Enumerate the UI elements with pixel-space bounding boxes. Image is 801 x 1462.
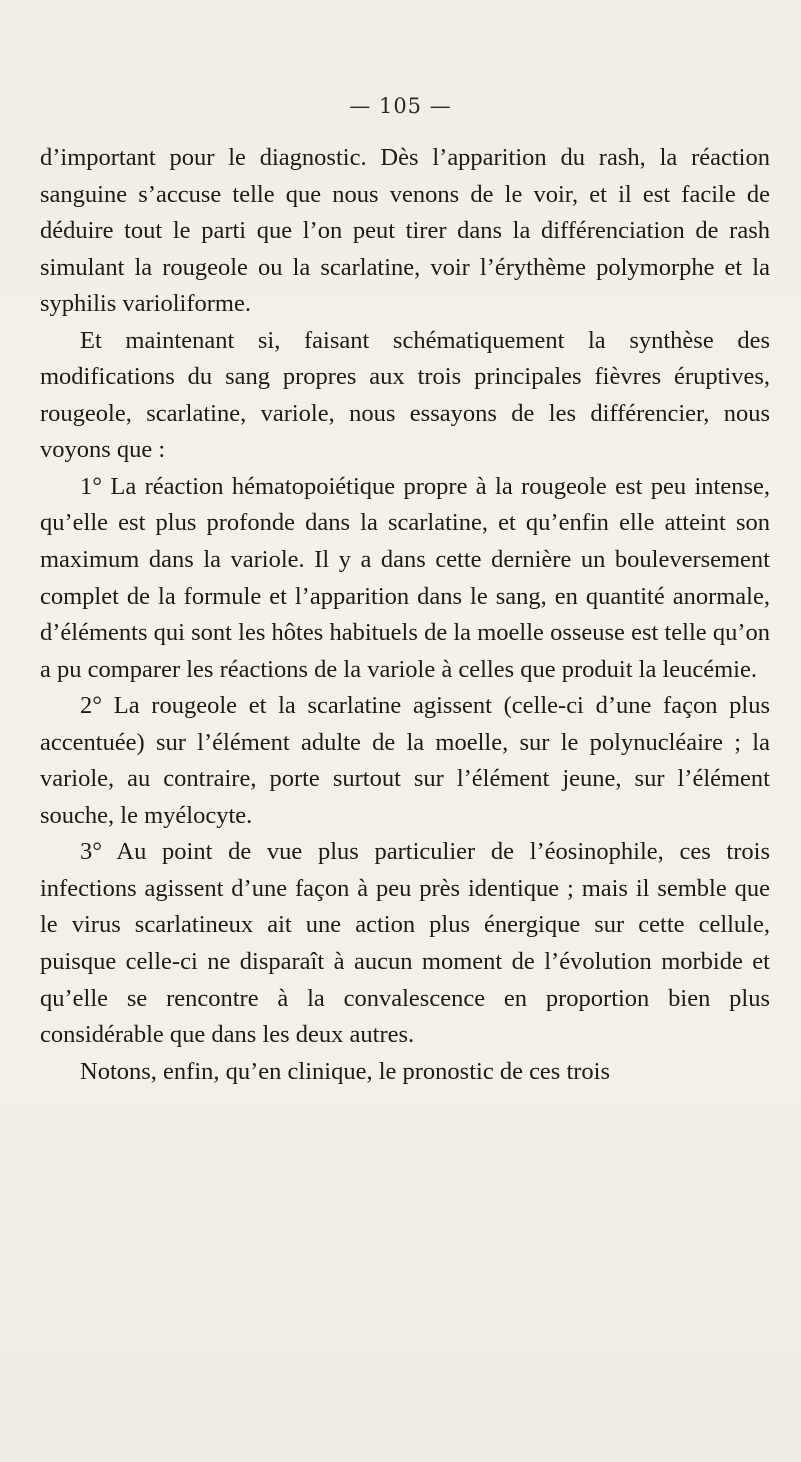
page-number: — 105 — (349, 94, 452, 118)
paragraph: Et maintenant si, faisant schématiquement la synthèse des modifications du sang propres aux trois principales fièvres éruptives, rougeole, scarlatine, variole, nous essayons de les différencier, nous voyons que : (40, 326, 770, 464)
paragraph: 2° La rougeole et la scarlatine agissent (celle-ci d’une façon plus accentuée) sur l’élément adulte de la moelle, sur le polynucléaire ; la variole, au contraire, porte surtout sur l’élément jeune, sur l’élément souche, le myélocyte. (40, 692, 770, 829)
body-text (40, 140, 770, 1090)
paragraph: d’important pour le diagnostic. Dès l’apparition du rash, la réaction sanguine s’accuse telle que nous venons de le voir, et il est facile de déduire tout le parti que l’on peut tirer dans la différenciation de rash simulant la rougeole ou la scarlatine, voir l’érythème polymorphe et la syphilis varioliforme. (40, 144, 770, 318)
paragraph: 1° La réaction hématopoiétique propre à la rougeole est peu intense, qu’elle est plus profonde dans la scarlatine, et qu’enfin elle atteint son maximum dans la variole. Il y a dans cette dernière un bouleversement complet de la formule et l’apparition dans le sang, en quantité anormale, d’éléments qui sont les hôtes habituels de la moelle osseuse est telle qu’on a pu comparer les réactions de la variole à celles que produit la leucémie. (40, 472, 770, 683)
paragraph: 3° Au point de vue plus particulier de l’éosinophile, ces trois infections agissent d’une façon à peu près identique ; mais il semble que le virus scarlatineux ait une action plus énergique sur cette cellule, puisque celle-ci ne disparaît à aucun moment de l’évolution morbide et qu’elle se rencontre à la convalescence en proportion bien plus considérable que dans les deux autres. (40, 838, 770, 1049)
paragraph: Notons, enfin, qu’en clinique, le pronostic de ces trois (80, 1057, 611, 1085)
